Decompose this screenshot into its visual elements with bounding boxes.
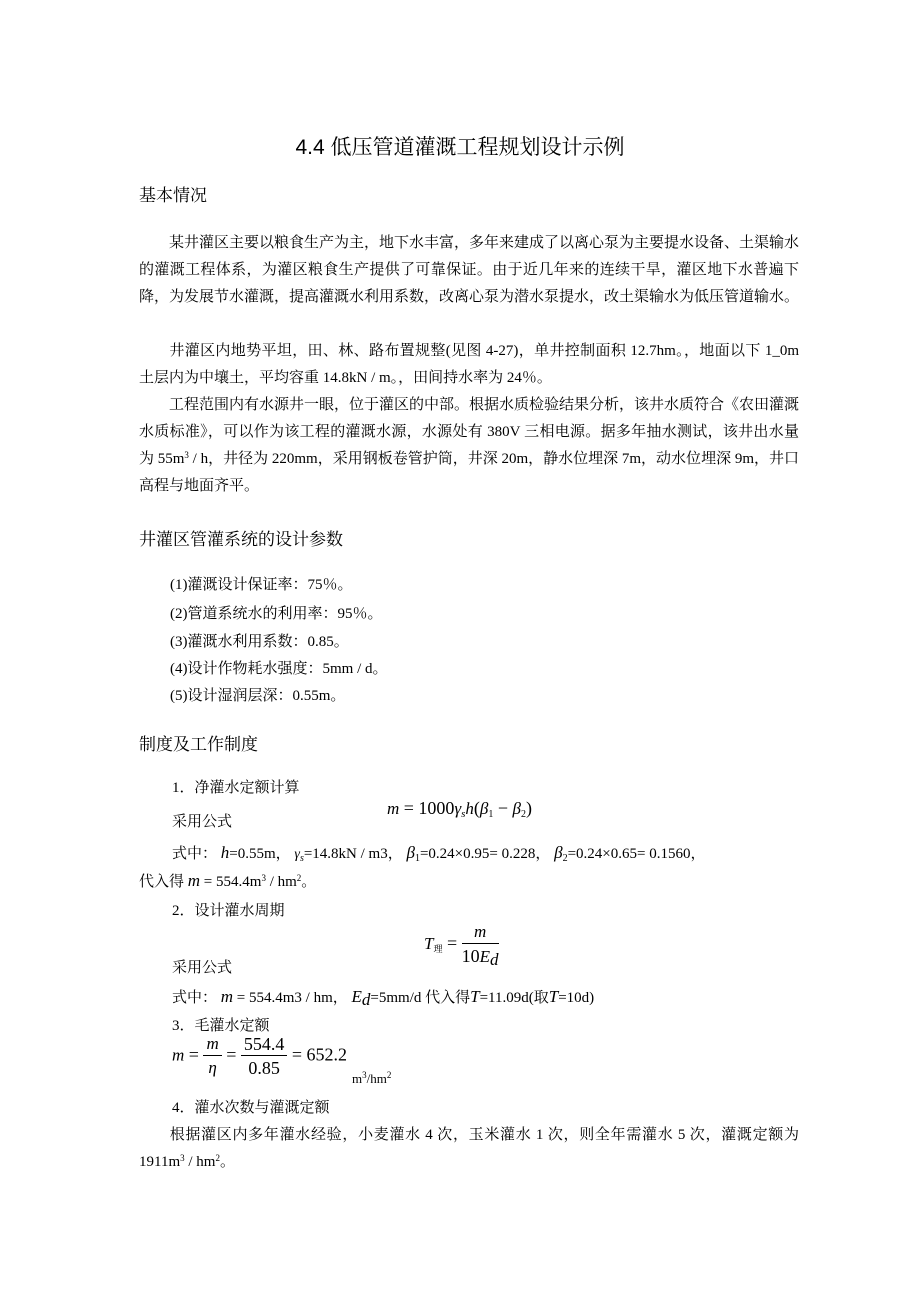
heading-basic: 基本情况 <box>139 186 207 205</box>
paragraph-basic-3: 工程范围内有水源井一眼，位于灌区的中部。根据水质检验结果分析，该井水质符合《农田灌溉水质标准》，可以作为该工程的灌溉水源，水源处有 380V 三相电源。据多年抽水测试，该井出水量为 $55m^3$ / h，井径为 220mm，采用钢板卷管护筒，井深 20m，静水位埋深 7m，动水位埋深 9m，井口高程与地面齐平。 <box>139 397 800 494</box>
subsection-1-label: 1．净灌水定额计算 <box>172 780 300 796</box>
gross-quota-unit: $m^3/hm^2$ <box>352 1070 392 1086</box>
formula-gross-quota: m = $\frac{m}{\eta}$ = $\frac{554.4}{0.85}$ = 652.2 <box>172 1034 348 1078</box>
subsection-3-label: 3．毛灌水定额 <box>172 1018 270 1034</box>
heading-params: 井灌区管灌系统的设计参数 <box>139 530 343 549</box>
param-item-5: (5)设计湿润层深：0.55m。 <box>170 688 346 704</box>
paragraph-basic-2: 井灌区内地势平坦，田、林、路布置规整(见图 4-27)，单井控制面积 12.7hm。，地面以下 1_0m 土层内为中壤土，平均容重 14.8kN / m。，田间持水率为 24％。 <box>139 343 799 386</box>
formula-label-1: 采用公式 <box>172 814 233 830</box>
formula-irrigation-cycle: $T_理$ = $\frac{m}{10E_d}$ <box>424 922 499 969</box>
subsection-2-label: 2．设计灌水周期 <box>172 903 285 919</box>
param-item-4: (4)设计作物耗水强度：5mm / d。 <box>170 661 388 677</box>
formula-net-quota: $m = 1000\gamma_sh(\beta_1 - \beta_2)$ <box>387 798 533 820</box>
where-line-2: 式中： m = 554.4m3 / hm， $E_d=5mm/d$ 代入得T=11.09d(取T=10d) <box>172 987 595 1009</box>
where-line-1: 式中： h=0.55m， $\gamma_s=14.8kN / m3$， $\beta_1=0.24\times 0.95= 0.228$， $\beta_2=0.24\times 0.65= 0.1560$， <box>172 843 706 864</box>
formula-label-2: 采用公式 <box>172 960 233 976</box>
page-title: 4.4 低压管道灌溉工程规划设计示例 <box>295 136 625 159</box>
param-item-3: (3)灌溉水利用系数：0.85。 <box>170 634 349 650</box>
param-item-2: (2)管道系统水的利用率：95％。 <box>170 606 383 622</box>
paragraph-irrigation-count: 根据灌区内多年灌水经验，小麦灌水 4 次，玉米灌水 1 次，则全年需灌水 5 次，灌溉定额为 $1911m^3 / hm^2$。 <box>139 1127 799 1170</box>
result-line-1: 代入得 $m = 554.4m^3 / hm^2$。 <box>139 871 317 890</box>
subsection-4-label: 4．灌水次数与灌溉定额 <box>172 1100 330 1116</box>
heading-system: 制度及工作制度 <box>139 735 258 754</box>
paragraph-basic-1: 某井灌区主要以粮食生产为主，地下水丰富，多年来建成了以离心泵为主要提水设备、土渠输水的灌溉工程体系，为灌区粮食生产提供了可靠保证。由于近几年来的连续干旱，灌区地下水普遍下降，为发展节水灌溉，提高灌溉水利用系数，改离心泵为潜水泵提水，改土渠输水为低压管道输水。 <box>139 235 800 305</box>
param-item-1: (1)灌溉设计保证率：75％。 <box>170 577 353 593</box>
